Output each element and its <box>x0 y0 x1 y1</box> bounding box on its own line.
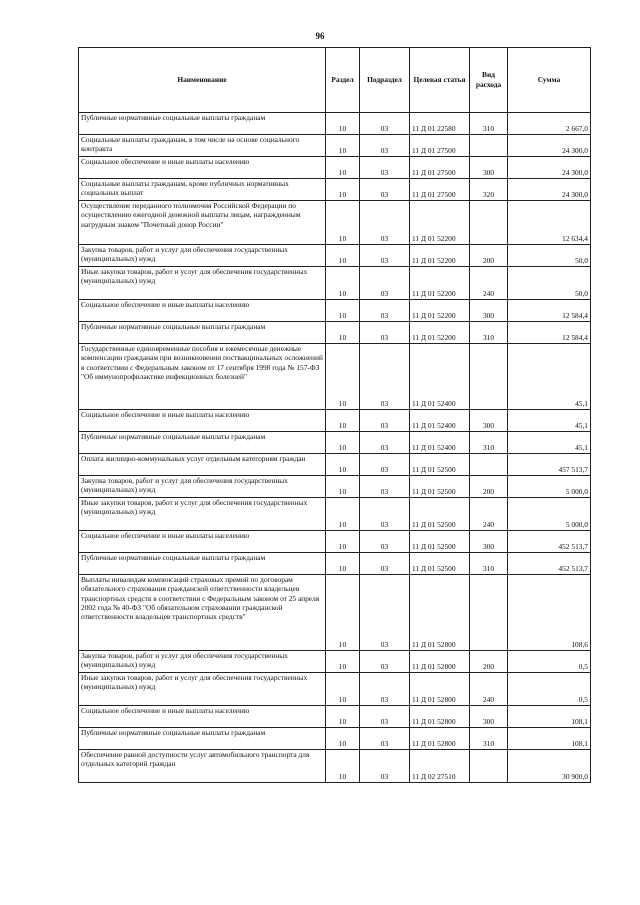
cell-target-code: 11 Д 01 52200 <box>410 245 470 267</box>
cell-section: 10 <box>326 300 360 322</box>
cell-expense-type: 310 <box>470 322 508 344</box>
cell-subsection: 03 <box>360 498 410 531</box>
cell-name: Публичные нормативные социальные выплаты гражданам <box>79 432 326 454</box>
cell-name: Закупка товаров, работ и услуг для обеспечения государственных (муниципальных) нужд <box>79 245 326 267</box>
cell-section: 10 <box>326 498 360 531</box>
cell-subsection: 03 <box>360 179 410 201</box>
page-number: 96 <box>315 31 325 41</box>
cell-section: 10 <box>326 344 360 410</box>
table-row <box>79 476 591 498</box>
table-row <box>79 135 591 157</box>
cell-expense-type: 300 <box>470 531 508 553</box>
cell-subsection: 03 <box>360 344 410 410</box>
cell-sum: 45,1 <box>508 432 591 454</box>
cell-subsection: 03 <box>360 706 410 728</box>
cell-sum: 12 584,4 <box>508 322 591 344</box>
header-type: Вид расхода <box>470 48 508 113</box>
cell-section: 10 <box>326 322 360 344</box>
cell-section: 10 <box>326 553 360 575</box>
cell-name: Иные закупки товаров, работ и услуг для обеспечения государственных (муниципальных) нужд <box>79 498 326 531</box>
cell-expense-type: 240 <box>470 267 508 300</box>
cell-target-code: 11 Д 01 52800 <box>410 575 470 651</box>
cell-target-code: 11 Д 01 22580 <box>410 113 470 135</box>
cell-name: Социальное обеспечение и иные выплаты населению <box>79 157 326 179</box>
cell-section: 10 <box>326 454 360 476</box>
cell-name: Государственные единовременные пособия и ежемесячные денежные компенсации гражданам при возникновении поствакцинальных осложнений в соответствии с Федеральным законом от 17 сентября 1998 года № 157-ФЗ "Об иммунопрофилактике инфекционных болезней" <box>79 344 326 410</box>
cell-name: Закупка товаров, работ и услуг для обеспечения государственных (муниципальных) нужд <box>79 651 326 673</box>
header-subsection: Подраздел <box>360 48 410 113</box>
cell-name: Публичные нормативные социальные выплаты гражданам <box>79 322 326 344</box>
table-row <box>79 432 591 454</box>
cell-name: Социальные выплаты гражданам, в том числе на основе социального контракта <box>79 135 326 157</box>
cell-target-code: 11 Д 01 52500 <box>410 454 470 476</box>
cell-name: Социальное обеспечение и иные выплаты населению <box>79 531 326 553</box>
cell-section: 10 <box>326 157 360 179</box>
cell-section: 10 <box>326 673 360 706</box>
cell-sum: 2 667,0 <box>508 113 591 135</box>
table-row <box>79 267 591 300</box>
table-row <box>79 410 591 432</box>
cell-subsection: 03 <box>360 673 410 706</box>
cell-expense-type: 300 <box>470 410 508 432</box>
cell-sum: 457 513,7 <box>508 454 591 476</box>
table-row <box>79 531 591 553</box>
cell-target-code: 11 Д 01 52400 <box>410 432 470 454</box>
cell-name: Осуществление переданного полномочия Российской Федерации по осуществлению ежегодной денежной выплаты лицам, награжденным нагрудным знаком "Почетный донор России" <box>79 201 326 245</box>
cell-name: Иные закупки товаров, работ и услуг для обеспечения государственных (муниципальных) нужд <box>79 267 326 300</box>
table-row <box>79 201 591 245</box>
cell-target-code: 11 Д 01 52400 <box>410 344 470 410</box>
cell-expense-type <box>470 575 508 651</box>
cell-target-code: 11 Д 01 52800 <box>410 651 470 673</box>
cell-name: Иные закупки товаров, работ и услуг для обеспечения государственных (муниципальных) нужд <box>79 673 326 706</box>
cell-subsection: 03 <box>360 750 410 783</box>
cell-name: Закупка товаров, работ и услуг для обеспечения государственных (муниципальных) нужд <box>79 476 326 498</box>
cell-section: 10 <box>326 575 360 651</box>
cell-sum: 12 634,4 <box>508 201 591 245</box>
cell-name: Выплаты инвалидам компенсаций страховых премий по договорам обязательного страхования гражданской ответственности владельцев транспортных средств в соответствии с Федеральным законом от 25 апреля 2002 года № 40-ФЗ "Об обязательном страховании гражданской ответственности владельцев транспортных средств" <box>79 575 326 651</box>
cell-section: 10 <box>326 706 360 728</box>
cell-subsection: 03 <box>360 728 410 750</box>
cell-target-code: 11 Д 01 52200 <box>410 300 470 322</box>
cell-target-code: 11 Д 01 52500 <box>410 476 470 498</box>
cell-target-code: 11 Д 01 52500 <box>410 531 470 553</box>
cell-section: 10 <box>326 113 360 135</box>
cell-name: Социальные выплаты гражданам, кроме публичных нормативных социальных выплат <box>79 179 326 201</box>
cell-subsection: 03 <box>360 201 410 245</box>
cell-expense-type: 300 <box>470 300 508 322</box>
cell-target-code: 11 Д 01 52200 <box>410 201 470 245</box>
cell-name: Социальное обеспечение и иные выплаты населению <box>79 410 326 432</box>
table-row <box>79 553 591 575</box>
table-row <box>79 750 591 783</box>
cell-subsection: 03 <box>360 476 410 498</box>
cell-target-code: 11 Д 01 52800 <box>410 728 470 750</box>
cell-subsection: 03 <box>360 322 410 344</box>
cell-expense-type: 320 <box>470 179 508 201</box>
cell-target-code: 11 Д 01 52200 <box>410 267 470 300</box>
cell-subsection: 03 <box>360 454 410 476</box>
cell-sum: 24 300,0 <box>508 179 591 201</box>
cell-expense-type <box>470 135 508 157</box>
table-row <box>79 454 591 476</box>
cell-sum: 45,1 <box>508 344 591 410</box>
table-row <box>79 498 591 531</box>
cell-expense-type: 200 <box>470 245 508 267</box>
cell-subsection: 03 <box>360 432 410 454</box>
cell-sum: 5 000,0 <box>508 476 591 498</box>
cell-name: Публичные нормативные социальные выплаты гражданам <box>79 728 326 750</box>
cell-expense-type: 310 <box>470 728 508 750</box>
cell-target-code: 11 Д 01 52800 <box>410 706 470 728</box>
cell-section: 10 <box>326 531 360 553</box>
cell-target-code: 11 Д 01 52500 <box>410 553 470 575</box>
table-row <box>79 651 591 673</box>
cell-subsection: 03 <box>360 135 410 157</box>
cell-sum: 12 584,4 <box>508 300 591 322</box>
header-section: Раздел <box>326 48 360 113</box>
header-target: Целевая статья <box>410 48 470 113</box>
cell-subsection: 03 <box>360 651 410 673</box>
cell-sum: 24 300,0 <box>508 157 591 179</box>
table-row <box>79 300 591 322</box>
cell-expense-type: 240 <box>470 673 508 706</box>
budget-table <box>78 47 591 783</box>
cell-expense-type <box>470 201 508 245</box>
cell-expense-type: 310 <box>470 113 508 135</box>
cell-section: 10 <box>326 410 360 432</box>
cell-subsection: 03 <box>360 531 410 553</box>
cell-name: Публичные нормативные социальные выплаты гражданам <box>79 553 326 575</box>
header-sum: Сумма <box>508 48 591 113</box>
table-row <box>79 322 591 344</box>
table-row <box>79 673 591 706</box>
cell-expense-type: 310 <box>470 553 508 575</box>
cell-sum: 5 000,0 <box>508 498 591 531</box>
cell-expense-type: 240 <box>470 498 508 531</box>
cell-name: Оплата жилищно-коммунальных услуг отдельным категориям граждан <box>79 454 326 476</box>
table-header-row <box>79 48 591 113</box>
table-row <box>79 245 591 267</box>
cell-sum: 50,0 <box>508 267 591 300</box>
cell-subsection: 03 <box>360 245 410 267</box>
cell-expense-type <box>470 344 508 410</box>
cell-target-code: 11 Д 01 52500 <box>410 498 470 531</box>
cell-section: 10 <box>326 750 360 783</box>
cell-sum: 45,1 <box>508 410 591 432</box>
cell-section: 10 <box>326 267 360 300</box>
cell-sum: 30 900,0 <box>508 750 591 783</box>
table-row <box>79 728 591 750</box>
cell-name: Социальное обеспечение и иные выплаты населению <box>79 300 326 322</box>
cell-sum: 108,6 <box>508 575 591 651</box>
cell-section: 10 <box>326 476 360 498</box>
cell-section: 10 <box>326 432 360 454</box>
cell-target-code: 11 Д 01 52400 <box>410 410 470 432</box>
cell-section: 10 <box>326 135 360 157</box>
table-row <box>79 344 591 410</box>
cell-expense-type <box>470 454 508 476</box>
cell-target-code: 11 Д 01 52200 <box>410 322 470 344</box>
cell-subsection: 03 <box>360 267 410 300</box>
cell-sum: 452 513,7 <box>508 531 591 553</box>
header-name: Наименование <box>79 48 326 113</box>
cell-expense-type <box>470 750 508 783</box>
cell-sum: 108,1 <box>508 706 591 728</box>
cell-sum: 0,5 <box>508 673 591 706</box>
cell-name: Социальное обеспечение и иные выплаты населению <box>79 706 326 728</box>
cell-target-code: 11 Д 01 52800 <box>410 673 470 706</box>
cell-subsection: 03 <box>360 575 410 651</box>
cell-target-code: 11 Д 01 27500 <box>410 135 470 157</box>
cell-subsection: 03 <box>360 300 410 322</box>
table-row <box>79 113 591 135</box>
cell-sum: 108,1 <box>508 728 591 750</box>
cell-expense-type: 300 <box>470 157 508 179</box>
cell-section: 10 <box>326 245 360 267</box>
table-row <box>79 575 591 651</box>
cell-section: 10 <box>326 728 360 750</box>
table-row <box>79 157 591 179</box>
cell-target-code: 11 Д 02 27510 <box>410 750 470 783</box>
cell-target-code: 11 Д 01 27500 <box>410 157 470 179</box>
cell-subsection: 03 <box>360 410 410 432</box>
cell-expense-type: 200 <box>470 476 508 498</box>
cell-sum: 0,5 <box>508 651 591 673</box>
cell-name: Публичные нормативные социальные выплаты гражданам <box>79 113 326 135</box>
table-row <box>79 706 591 728</box>
cell-subsection: 03 <box>360 553 410 575</box>
cell-sum: 452 513,7 <box>508 553 591 575</box>
cell-section: 10 <box>326 651 360 673</box>
cell-section: 10 <box>326 179 360 201</box>
cell-sum: 50,0 <box>508 245 591 267</box>
cell-target-code: 11 Д 01 27500 <box>410 179 470 201</box>
cell-sum: 24 300,0 <box>508 135 591 157</box>
table-row <box>79 179 591 201</box>
cell-section: 10 <box>326 201 360 245</box>
cell-subsection: 03 <box>360 113 410 135</box>
cell-expense-type: 300 <box>470 706 508 728</box>
cell-expense-type: 200 <box>470 651 508 673</box>
cell-subsection: 03 <box>360 157 410 179</box>
cell-name: Обеспечение равной доступности услуг автомобильного транспорта для отдельных категорий граждан <box>79 750 326 783</box>
cell-expense-type: 310 <box>470 432 508 454</box>
